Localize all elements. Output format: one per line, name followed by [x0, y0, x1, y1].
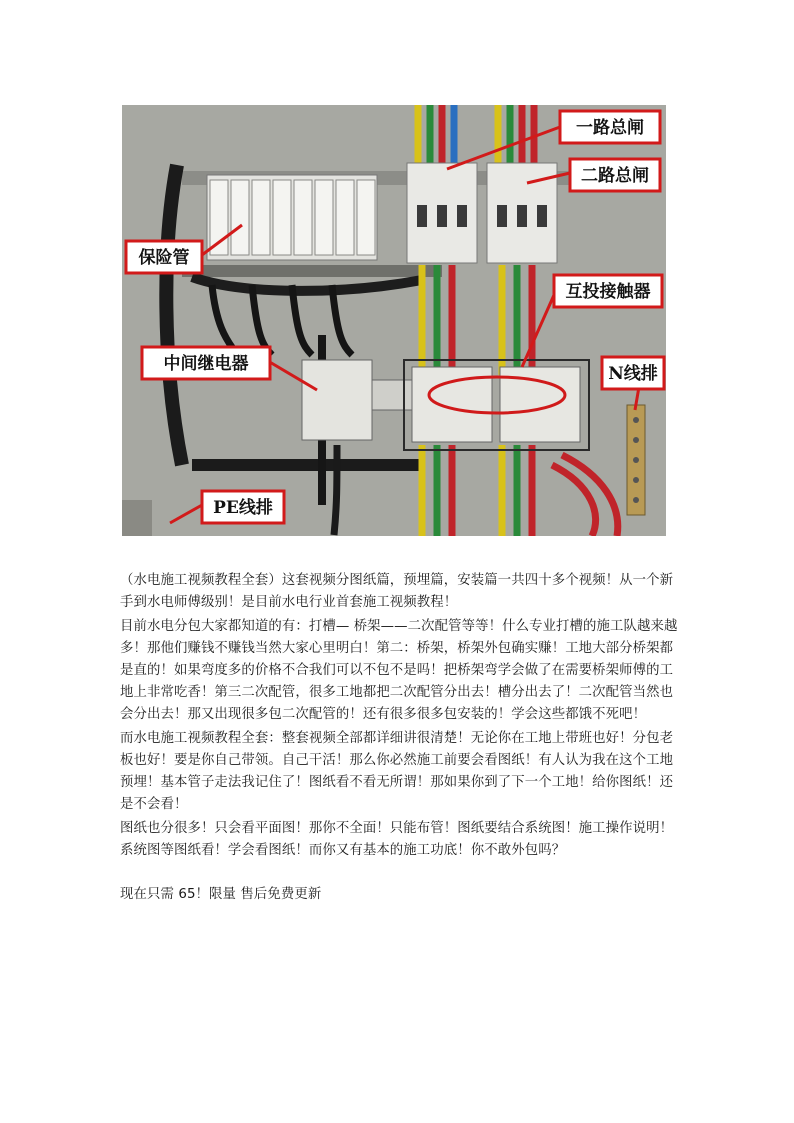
- offer-line: 现在只需 65！限量 售后免费更新: [120, 887, 322, 902]
- label-main-breaker-1: 一路总闸: [576, 118, 644, 138]
- electrical-panel-photo: [122, 105, 666, 536]
- paragraph-drawings: 图纸也分很多！只会看平面图！那你不全面！只能布管！图纸要结合系统图！施工操作说明！系统图等图纸看！学会看图纸！而你又有基本的施工功底！你不敢外包吗？: [120, 821, 674, 858]
- paragraph-intro: （水电施工视频教程全套）这套视频分图纸篇，预埋篇，安装篇一共四十多个视频！从一个新手到水电师傅级别！是目前水电行业首套施工视频教程！: [120, 573, 674, 610]
- label-n-bar: N线排: [608, 364, 658, 384]
- label-ats-contactor: 互投接触器: [565, 282, 651, 302]
- paragraph-subcontracting: 目前水电分包大家都知道的有：打槽— 桥架——二次配管等等！什么专业打槽的施工队越来越多！那他们赚钱不赚钱当然大家心里明白！第二：桥架，桥架外包确实赚！工地大部分桥架都是直的！如果弯度多的价格不合我们可以不包不是吗！把桥架弯学会做了在需要桥架师傅的工地上非常吃香！第三二次配管，很多工地都把二次配管分出去！槽分出去了！二次配管当然也会分出去！那又出现很多包二次配管的！还有很多很多包安装的！学会这些都饿不死吧！: [120, 619, 678, 722]
- label-main-breaker-2: 二路总闸: [581, 166, 649, 186]
- label-fuse: 保险管: [138, 248, 190, 268]
- label-pe-bar: PE线排: [213, 498, 273, 518]
- paragraph-course-detail: 而水电施工视频教程全套：整套视频全部都详细讲很清楚！无论你在工地上带班也好！分包老板也好！要是你自己带领。自己干活！那么你必然施工前要会看图纸！有人认为我在这个工地预埋！基本管子走法我记住了！图纸看不看无所谓！那如果你到了下一个工地！给你图纸！还是不会看！: [120, 731, 674, 812]
- article-body: [120, 570, 680, 908]
- label-relay: 中间继电器: [163, 354, 249, 374]
